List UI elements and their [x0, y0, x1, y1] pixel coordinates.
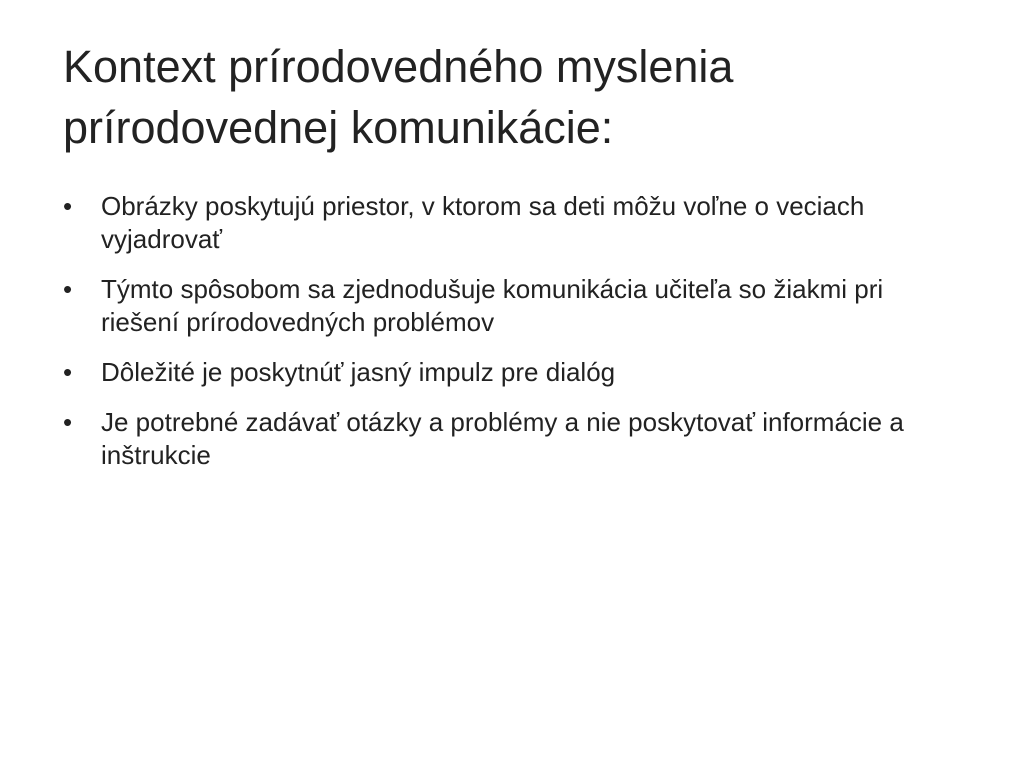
bullet-text-2: Týmto spôsobom sa zjednodušuje komunikácia učiteľa so žiakmi pri riešení prírodovedných problémov — [101, 274, 884, 337]
bullet-item-4 — [63, 406, 943, 472]
bullet-icon: • — [63, 407, 73, 437]
bullet-text-1: Obrázky poskytujú priestor, v ktorom sa deti môžu voľne o veciach vyjadrovať — [101, 191, 865, 254]
bullet-list — [63, 190, 943, 489]
slide-title — [63, 36, 963, 158]
bullet-text-4: Je potrebné zadávať otázky a problémy a nie poskytovať informácie a inštrukcie — [101, 407, 904, 470]
bullet-text-3: Dôležité je poskytnúť jasný impulz pre dialóg — [101, 357, 616, 387]
bullet-icon: • — [63, 191, 73, 221]
slide-title-line-1: Kontext prírodovedného myslenia — [63, 41, 734, 92]
bullet-item-1 — [63, 190, 943, 256]
bullet-icon: • — [63, 274, 73, 304]
slide-title-line-2: prírodovednej komunikácie: — [63, 102, 614, 153]
bullet-item-2 — [63, 273, 943, 339]
bullet-item-3 — [63, 356, 943, 389]
bullet-icon: • — [63, 357, 73, 387]
